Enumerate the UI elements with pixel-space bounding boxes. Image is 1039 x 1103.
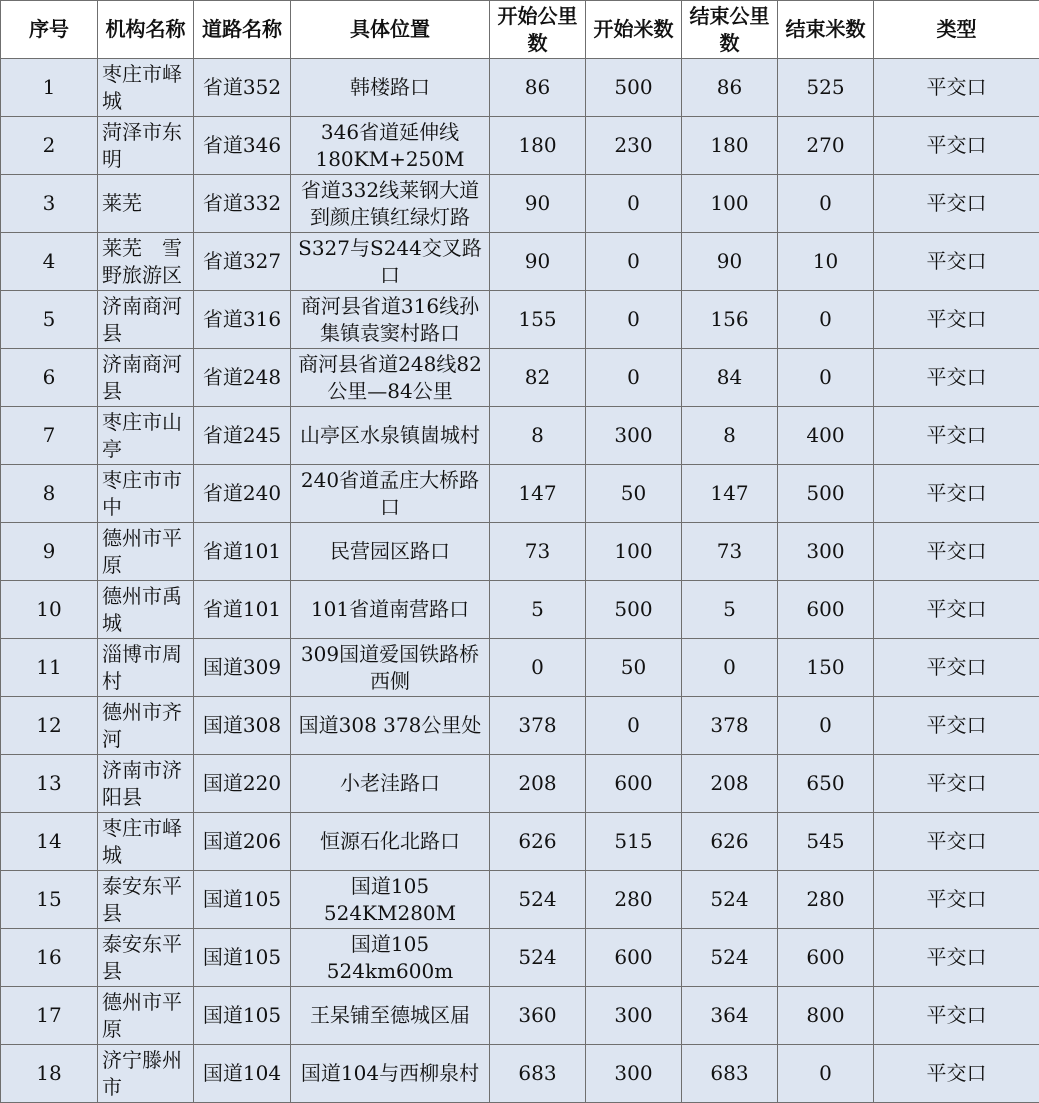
cell-end-m: 400 <box>778 407 874 465</box>
cell-start-km: 155 <box>490 291 586 349</box>
cell-end-km: 180 <box>682 117 778 175</box>
header-start-m: 开始米数 <box>586 1 682 59</box>
cell-start-km: 73 <box>490 523 586 581</box>
cell-index: 4 <box>1 233 98 291</box>
cell-start-km: 360 <box>490 987 586 1045</box>
cell-start-m: 280 <box>586 871 682 929</box>
cell-index: 15 <box>1 871 98 929</box>
cell-location: 恒源石化北路口 <box>291 813 490 871</box>
cell-start-km: 147 <box>490 465 586 523</box>
cell-index: 18 <box>1 1045 98 1103</box>
table-row <box>1 871 1039 929</box>
cell-location: 346省道延伸线180KM+250M <box>291 117 490 175</box>
cell-end-m: 0 <box>778 349 874 407</box>
cell-agency: 泰安东平县 <box>98 871 194 929</box>
cell-index: 2 <box>1 117 98 175</box>
cell-location: 国道105 524KM280M <box>291 871 490 929</box>
cell-start-m: 100 <box>586 523 682 581</box>
cell-start-m: 300 <box>586 407 682 465</box>
cell-location: 国道104与西柳泉村 <box>291 1045 490 1103</box>
cell-end-m: 0 <box>778 1045 874 1103</box>
cell-start-m: 0 <box>586 233 682 291</box>
cell-road: 国道206 <box>194 813 291 871</box>
table-row <box>1 755 1039 813</box>
table-row <box>1 697 1039 755</box>
cell-index: 8 <box>1 465 98 523</box>
header-end-km: 结束公里数 <box>682 1 778 59</box>
cell-type: 平交口 <box>874 349 1039 407</box>
cell-location: 商河县省道248线82公里—84公里 <box>291 349 490 407</box>
cell-start-m: 50 <box>586 465 682 523</box>
cell-end-km: 90 <box>682 233 778 291</box>
cell-start-m: 300 <box>586 987 682 1045</box>
header-start-km: 开始公里数 <box>490 1 586 59</box>
cell-end-km: 683 <box>682 1045 778 1103</box>
cell-location: 国道105 524km600m <box>291 929 490 987</box>
cell-start-m: 500 <box>586 581 682 639</box>
cell-road: 省道240 <box>194 465 291 523</box>
cell-type: 平交口 <box>874 291 1039 349</box>
cell-index: 1 <box>1 59 98 117</box>
cell-index: 12 <box>1 697 98 755</box>
cell-start-m: 0 <box>586 175 682 233</box>
cell-index: 9 <box>1 523 98 581</box>
cell-agency: 济南商河县 <box>98 291 194 349</box>
cell-start-m: 50 <box>586 639 682 697</box>
cell-road: 国道309 <box>194 639 291 697</box>
cell-type: 平交口 <box>874 639 1039 697</box>
cell-start-m: 0 <box>586 697 682 755</box>
cell-start-m: 515 <box>586 813 682 871</box>
table-row <box>1 639 1039 697</box>
cell-road: 省道248 <box>194 349 291 407</box>
table-row <box>1 175 1039 233</box>
cell-start-m: 230 <box>586 117 682 175</box>
cell-start-km: 180 <box>490 117 586 175</box>
cell-agency: 泰安东平县 <box>98 929 194 987</box>
cell-type: 平交口 <box>874 1045 1039 1103</box>
cell-start-km: 90 <box>490 175 586 233</box>
cell-end-km: 147 <box>682 465 778 523</box>
cell-location: 省道332线莱钢大道到颜庄镇红绿灯路 <box>291 175 490 233</box>
cell-agency: 枣庄市峄城 <box>98 813 194 871</box>
table-row <box>1 407 1039 465</box>
cell-index: 13 <box>1 755 98 813</box>
cell-road: 国道105 <box>194 929 291 987</box>
cell-agency: 济南市济阳县 <box>98 755 194 813</box>
cell-location: S327与S244交叉路口 <box>291 233 490 291</box>
cell-type: 平交口 <box>874 465 1039 523</box>
cell-end-km: 84 <box>682 349 778 407</box>
cell-location: 101省道南营路口 <box>291 581 490 639</box>
cell-type: 平交口 <box>874 523 1039 581</box>
cell-type: 平交口 <box>874 929 1039 987</box>
cell-start-km: 524 <box>490 871 586 929</box>
cell-location: 民营园区路口 <box>291 523 490 581</box>
cell-agency: 莱芜 雪野旅游区 <box>98 233 194 291</box>
cell-agency: 莱芜 <box>98 175 194 233</box>
table-row <box>1 929 1039 987</box>
cell-agency: 德州市禹城 <box>98 581 194 639</box>
cell-start-m: 600 <box>586 755 682 813</box>
header-end-m: 结束米数 <box>778 1 874 59</box>
cell-end-km: 626 <box>682 813 778 871</box>
cell-location: 国道308 378公里处 <box>291 697 490 755</box>
cell-type: 平交口 <box>874 233 1039 291</box>
cell-start-km: 86 <box>490 59 586 117</box>
cell-end-km: 156 <box>682 291 778 349</box>
header-agency: 机构名称 <box>98 1 194 59</box>
cell-agency: 德州市平原 <box>98 523 194 581</box>
cell-end-m: 270 <box>778 117 874 175</box>
cell-start-m: 300 <box>586 1045 682 1103</box>
cell-end-m: 300 <box>778 523 874 581</box>
header-road: 道路名称 <box>194 1 291 59</box>
table-row <box>1 523 1039 581</box>
cell-road: 省道346 <box>194 117 291 175</box>
header-row <box>1 1 1039 59</box>
cell-end-m: 525 <box>778 59 874 117</box>
cell-road: 省道352 <box>194 59 291 117</box>
cell-agency: 济南商河县 <box>98 349 194 407</box>
cell-start-km: 5 <box>490 581 586 639</box>
cell-end-km: 73 <box>682 523 778 581</box>
cell-end-m: 600 <box>778 929 874 987</box>
cell-type: 平交口 <box>874 407 1039 465</box>
cell-road: 省道101 <box>194 581 291 639</box>
cell-end-km: 524 <box>682 929 778 987</box>
header-index: 序号 <box>1 1 98 59</box>
cell-start-m: 0 <box>586 349 682 407</box>
table-row <box>1 987 1039 1045</box>
cell-index: 3 <box>1 175 98 233</box>
cell-end-m: 650 <box>778 755 874 813</box>
cell-location: 王杲铺至德城区届 <box>291 987 490 1045</box>
cell-road: 省道316 <box>194 291 291 349</box>
cell-index: 6 <box>1 349 98 407</box>
cell-end-m: 0 <box>778 291 874 349</box>
cell-end-m: 280 <box>778 871 874 929</box>
cell-start-km: 8 <box>490 407 586 465</box>
cell-location: 韩楼路口 <box>291 59 490 117</box>
cell-end-m: 545 <box>778 813 874 871</box>
cell-agency: 济宁滕州市 <box>98 1045 194 1103</box>
cell-location: 商河县省道316线孙集镇袁窦村路口 <box>291 291 490 349</box>
cell-road: 省道245 <box>194 407 291 465</box>
cell-road: 国道220 <box>194 755 291 813</box>
cell-location: 240省道孟庄大桥路口 <box>291 465 490 523</box>
cell-type: 平交口 <box>874 813 1039 871</box>
cell-type: 平交口 <box>874 697 1039 755</box>
cell-road: 国道105 <box>194 871 291 929</box>
cell-road: 国道308 <box>194 697 291 755</box>
cell-agency: 淄博市周村 <box>98 639 194 697</box>
cell-agency: 枣庄市峄城 <box>98 59 194 117</box>
cell-road: 省道101 <box>194 523 291 581</box>
cell-index: 17 <box>1 987 98 1045</box>
cell-agency: 枣庄市市中 <box>98 465 194 523</box>
cell-start-km: 208 <box>490 755 586 813</box>
cell-road: 省道327 <box>194 233 291 291</box>
header-type: 类型 <box>874 1 1039 59</box>
cell-agency: 德州市平原 <box>98 987 194 1045</box>
cell-end-km: 86 <box>682 59 778 117</box>
cell-start-km: 626 <box>490 813 586 871</box>
cell-index: 14 <box>1 813 98 871</box>
cell-type: 平交口 <box>874 175 1039 233</box>
cell-location: 山亭区水泉镇崮城村 <box>291 407 490 465</box>
cell-road: 国道104 <box>194 1045 291 1103</box>
header-location: 具体位置 <box>291 1 490 59</box>
table-row <box>1 1045 1039 1103</box>
cell-index: 10 <box>1 581 98 639</box>
cell-start-km: 82 <box>490 349 586 407</box>
cell-start-km: 90 <box>490 233 586 291</box>
cell-road: 省道332 <box>194 175 291 233</box>
cell-end-km: 5 <box>682 581 778 639</box>
table-row <box>1 581 1039 639</box>
cell-type: 平交口 <box>874 581 1039 639</box>
cell-location: 309国道爱国铁路桥西侧 <box>291 639 490 697</box>
cell-start-km: 378 <box>490 697 586 755</box>
cell-type: 平交口 <box>874 755 1039 813</box>
cell-agency: 枣庄市山亭 <box>98 407 194 465</box>
cell-end-km: 378 <box>682 697 778 755</box>
cell-end-km: 8 <box>682 407 778 465</box>
table-row <box>1 233 1039 291</box>
cell-type: 平交口 <box>874 987 1039 1045</box>
cell-end-m: 10 <box>778 233 874 291</box>
cell-start-m: 600 <box>586 929 682 987</box>
table-row <box>1 117 1039 175</box>
cell-agency: 德州市齐河 <box>98 697 194 755</box>
cell-start-km: 683 <box>490 1045 586 1103</box>
cell-type: 平交口 <box>874 871 1039 929</box>
cell-end-km: 100 <box>682 175 778 233</box>
cell-start-m: 500 <box>586 59 682 117</box>
cell-end-m: 600 <box>778 581 874 639</box>
table-row <box>1 349 1039 407</box>
cell-start-km: 524 <box>490 929 586 987</box>
cell-agency: 菏泽市东明 <box>98 117 194 175</box>
cell-type: 平交口 <box>874 59 1039 117</box>
table-row <box>1 465 1039 523</box>
cell-end-km: 208 <box>682 755 778 813</box>
table-row <box>1 813 1039 871</box>
cell-end-m: 500 <box>778 465 874 523</box>
cell-end-km: 364 <box>682 987 778 1045</box>
cell-road: 国道105 <box>194 987 291 1045</box>
table-row <box>1 291 1039 349</box>
cell-index: 7 <box>1 407 98 465</box>
cell-end-m: 800 <box>778 987 874 1045</box>
cell-location: 小老洼路口 <box>291 755 490 813</box>
cell-end-km: 524 <box>682 871 778 929</box>
cell-start-m: 0 <box>586 291 682 349</box>
cell-start-km: 0 <box>490 639 586 697</box>
cell-index: 11 <box>1 639 98 697</box>
cell-end-km: 0 <box>682 639 778 697</box>
table-row <box>1 59 1039 117</box>
cell-index: 16 <box>1 929 98 987</box>
cell-end-m: 0 <box>778 697 874 755</box>
cell-end-m: 150 <box>778 639 874 697</box>
cell-index: 5 <box>1 291 98 349</box>
cell-type: 平交口 <box>874 117 1039 175</box>
cell-end-m: 0 <box>778 175 874 233</box>
